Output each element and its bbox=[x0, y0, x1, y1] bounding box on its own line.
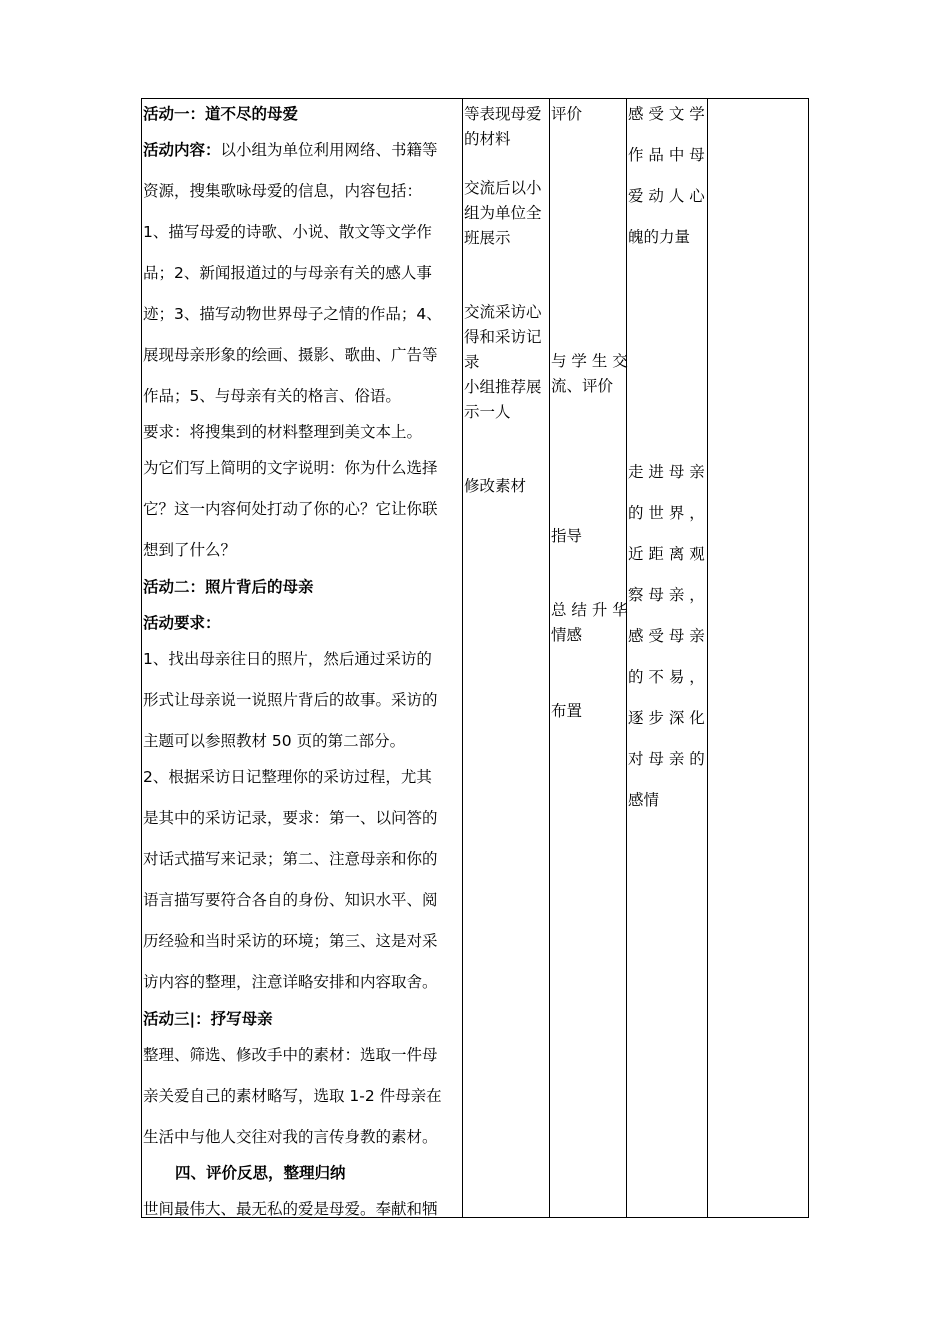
activity1-req2-line1: 为它们写上简明的文字说明：你为什么选择 bbox=[143, 459, 438, 477]
col4-line7: 近 距 离 观 bbox=[628, 545, 705, 563]
col2-line11: 修改素材 bbox=[464, 477, 527, 495]
col4-line12: 对 母 亲 的 bbox=[628, 750, 705, 768]
section4-line1: 世间最伟大、最无私的爱是母爱。奉献和牺 bbox=[143, 1200, 438, 1218]
table-col-border-0 bbox=[141, 98, 142, 1218]
activity1-line3: 1、描写母爱的诗歌、小说、散文等文学作 bbox=[143, 223, 432, 241]
col3-line4: 指导 bbox=[551, 527, 583, 545]
col3-line7: 布置 bbox=[551, 702, 583, 720]
activity2-line2: 形式让母亲说一说照片背后的故事。采访的 bbox=[143, 691, 438, 709]
col4-line8: 察 母 亲 ， bbox=[628, 586, 705, 604]
col4-line9: 感 受 母 亲 bbox=[628, 627, 705, 645]
activity2-line7: 语言描写要符合各自的身份、知识水平、阅 bbox=[143, 891, 438, 909]
col4-line1: 感 受 文 学 bbox=[628, 105, 705, 123]
activity1-line1-rest: 以小组为单位利用网络、书籍等 bbox=[220, 141, 438, 159]
col4-line3: 爱 动 人 心 bbox=[628, 187, 705, 205]
table-col-border-4 bbox=[707, 98, 708, 1218]
col4-line10: 的 不 易 ， bbox=[628, 668, 705, 686]
col2-line2: 的材料 bbox=[464, 130, 511, 148]
col4-line2: 作 品 中 母 bbox=[628, 146, 705, 164]
activity1-line5: 迹；3、描写动物世界母子之情的作品；4、 bbox=[143, 305, 442, 323]
activity2-line4: 2、根据采访日记整理你的采访过程，尤其 bbox=[143, 768, 432, 786]
activity2-line9: 访内容的整理，注意详略安排和内容取舍。 bbox=[143, 973, 438, 991]
activity1-req2-line3: 想到了什么？ bbox=[143, 541, 237, 559]
activity3-line1: 整理、筛选、修改手中的素材：选取一件母 bbox=[143, 1046, 438, 1064]
activity3-title: 活动三|：抒写母亲 bbox=[143, 1010, 273, 1028]
col3-line3: 流、评价 bbox=[551, 377, 614, 395]
table-top-border bbox=[141, 98, 809, 99]
activity3-line3: 生活中与他人交往对我的言传身教的素材。 bbox=[143, 1128, 438, 1146]
activity2-line1: 1、找出母亲往日的照片，然后通过采访的 bbox=[143, 650, 432, 668]
activity1-line2: 资源，搜集歌咏母爱的信息，内容包括： bbox=[143, 182, 423, 200]
activity1-requirement: 要求：将搜集到的材料整理到美文本上。 bbox=[143, 423, 423, 441]
col4-line4: 魄的力量 bbox=[628, 228, 691, 246]
col2-line1: 等表现母爱 bbox=[464, 105, 542, 123]
col2-line6: 交流采访心 bbox=[464, 303, 542, 321]
col4-line13: 感情 bbox=[628, 791, 660, 809]
activity2-title: 活动二：照片背后的母亲 bbox=[143, 578, 314, 596]
col2-line3: 交流后以小 bbox=[464, 179, 542, 197]
activity1-line4: 品；2、新闻报道过的与母亲有关的感人事 bbox=[143, 264, 432, 282]
col2-line9: 小组推荐展 bbox=[464, 378, 542, 396]
activity1-line1 bbox=[143, 140, 438, 160]
activity2-line3: 主题可以参照教材 50 页的第二部分。 bbox=[143, 732, 406, 750]
col3-line1: 评价 bbox=[551, 105, 583, 123]
col4-line6: 的 世 界 ， bbox=[628, 504, 705, 522]
table-col-border-3 bbox=[626, 98, 627, 1218]
activity1-req2-line2: 它？这一内容何处打动了你的心？它让你联 bbox=[143, 500, 438, 518]
col2-line4: 组为单位全 bbox=[464, 204, 542, 222]
section4-title: 四、评价反思，整理归纳 bbox=[175, 1164, 346, 1182]
col3-line5: 总 结 升 华 bbox=[551, 601, 628, 619]
table-col-border-2 bbox=[549, 98, 550, 1218]
activity1-title: 活动一：道不尽的母爱 bbox=[143, 105, 299, 123]
activity2-line8: 历经验和当时采访的环境；第三、这是对采 bbox=[143, 932, 438, 950]
col4-line11: 逐 步 深 化 bbox=[628, 709, 705, 727]
table-col-border-5 bbox=[808, 98, 809, 1218]
col3-line6: 情感 bbox=[551, 626, 583, 644]
activity1-line7: 作品；5、与母亲有关的格言、俗语。 bbox=[143, 387, 401, 405]
activity2-line6: 对话式描写来记录；第二、注意母亲和你的 bbox=[143, 850, 438, 868]
col2-line7: 得和采访记 bbox=[464, 328, 542, 346]
activity2-line5: 是其中的采访记录，要求：第一、以问答的 bbox=[143, 809, 438, 827]
col2-line10: 示一人 bbox=[464, 403, 511, 421]
activity1-line6: 展现母亲形象的绘画、摄影、歌曲、广告等 bbox=[143, 346, 438, 364]
table-col-border-1 bbox=[462, 98, 463, 1218]
col2-line5: 班展示 bbox=[464, 229, 511, 247]
col4-line5: 走 进 母 亲 bbox=[628, 463, 705, 481]
col2-line8: 录 bbox=[464, 353, 480, 371]
activity1-label: 活动内容： bbox=[143, 141, 221, 159]
activity2-label: 活动要求： bbox=[143, 614, 221, 632]
col3-line2: 与 学 生 交 bbox=[551, 352, 628, 370]
activity3-line2: 亲关爱自己的素材略写，选取 1-2 件母亲在 bbox=[143, 1087, 442, 1105]
